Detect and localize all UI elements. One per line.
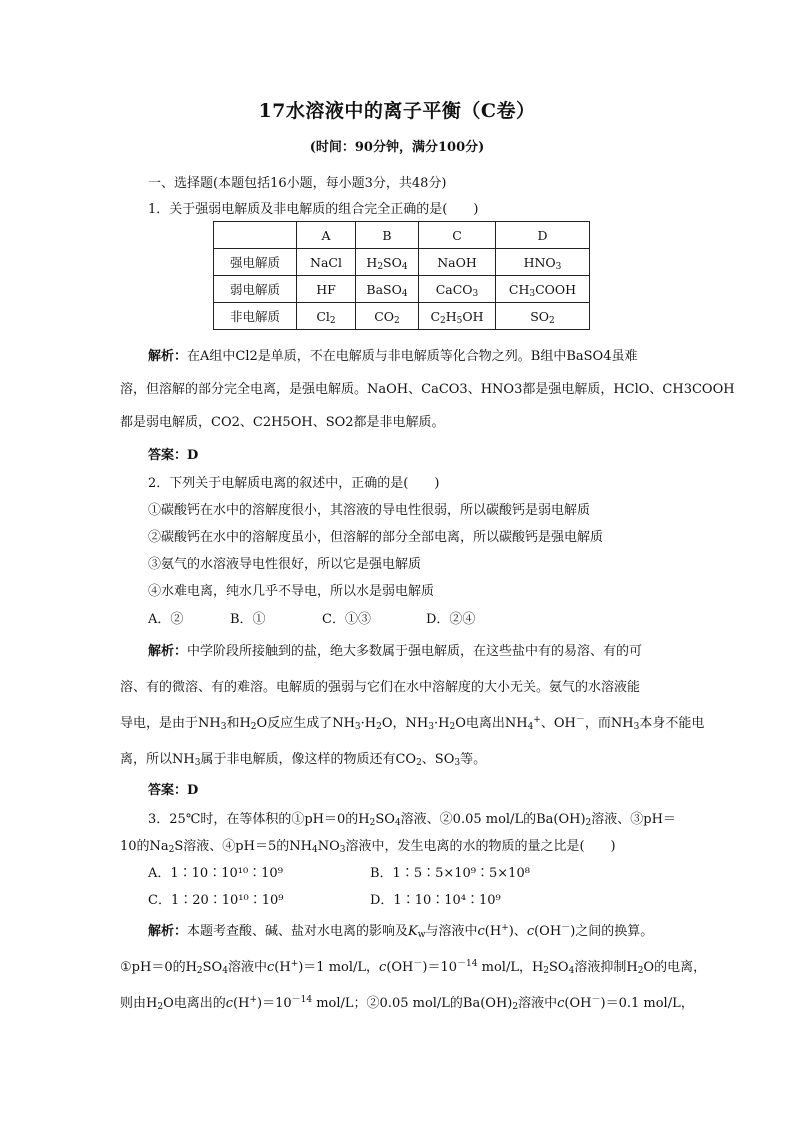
section-heading: 一、选择题(本题包括16小题，每小题3分，共48分) <box>148 176 447 191</box>
table-cell: $CO_2$ <box>356 303 419 330</box>
table-header-cell: D <box>496 222 590 249</box>
analysis-label: 解析： <box>148 924 188 939</box>
analysis-label: 解析： <box>148 349 188 364</box>
table-header-cell: C <box>419 222 496 249</box>
q1-analysis-line-3: 都是弱电解质，CO2、C2H5OH、SO2都是非电解质。 <box>120 415 445 430</box>
table-cell: $C_2H_5OH$ <box>419 303 496 330</box>
page-title: 17水溶液中的离子平衡（C卷） <box>258 100 536 122</box>
q3-analysis-line-2: ①pH＝0的$H_2SO_4$溶液中c(H+)＝1 mol/L，$c(OH^-)=10^{-14}$ mol/L，$H_2SO_4$溶液抑制$H_2O$的电离， <box>120 959 707 976</box>
table-cell: $H_2SO_4$ <box>356 249 419 276</box>
q2-answer: 答案：D <box>148 783 199 798</box>
table-cell: CaCO$_3$ <box>419 276 496 303</box>
choice-c: C．1∶20∶10¹⁰∶10⁹ <box>148 893 284 908</box>
q3-choices-row-2 <box>148 889 748 908</box>
q2-option: ②碳酸钙在水中的溶解度虽小，但溶解的部分全部电离，所以碳酸钙是强电解质 <box>148 530 604 545</box>
page-subtitle: (时间：90分钟，满分100分) <box>309 140 485 155</box>
choice-a: A．② <box>148 612 184 627</box>
table-cell: NaOH <box>419 249 496 276</box>
q2-analysis-line-4: 离，所以$NH_3$属于非电解质，像这样的物质还有$CO_2$、$SO_3$等。 <box>120 752 487 768</box>
q2-stem: 2．下列关于电解质电离的叙述中，正确的是( ) <box>148 476 440 491</box>
table-cell: $Cl_2$ <box>297 303 356 330</box>
row-label: 非电解质 <box>214 303 297 330</box>
q2-analysis-line-1 <box>148 640 642 659</box>
analysis-label: 解析： <box>148 644 188 659</box>
q3-stem-line-2: 10的$Na_2S$溶液、④pH＝5的$NH_4NO_3$溶液中，发生电离的水的物质的量之比是( ) <box>120 839 616 855</box>
table-cell: NaCl <box>297 249 356 276</box>
q3-stem-line-1: 3．25℃时，在等体积的①pH＝0的$H_2SO_4$溶液、②0.05 mol/L的$Ba(OH)_2$溶液、③pH＝ <box>148 812 676 828</box>
q2-analysis-line-2: 溶、有的微溶、有的难溶。电解质的强弱与它们在水中溶解度的大小无关。氨气的水溶液能 <box>120 680 641 695</box>
table-cell: $SO_2$ <box>496 303 590 330</box>
q1-answer: 答案：D <box>148 448 199 463</box>
q2-option: ③氨气的水溶液导电性很好，所以它是强电解质 <box>148 557 422 572</box>
table-row <box>214 303 590 330</box>
table-cell: $HNO_3$ <box>496 249 590 276</box>
analysis-text: 中学阶段所接触到的盐，绝大多数属于强电解质，在这些盐中有的易溶、有的可 <box>187 644 643 659</box>
table-cell: $CH_3COOH$ <box>496 276 590 303</box>
q2-option: ①碳酸钙在水中的溶解度很小，其溶液的导电性很弱，所以碳酸钙是弱电解质 <box>148 503 591 518</box>
q1-analysis-line-2: 溶，但溶解的部分完全电离，是强电解质。NaOH、CaCO3、HNO3都是强电解质，HClO、CH3COOH <box>120 382 735 397</box>
q1-analysis-line-1 <box>148 345 637 364</box>
table-row <box>214 249 590 276</box>
table-header-cell: B <box>356 222 419 249</box>
choice-b: B．① <box>230 612 266 627</box>
choice-c: C．①③ <box>322 612 371 627</box>
row-label: 弱电解质 <box>214 276 297 303</box>
table-cell: HF <box>297 276 356 303</box>
q3-choices-row-1 <box>148 862 748 881</box>
choice-d: D．②④ <box>426 612 476 627</box>
q2-option: ④水难电离，纯水几乎不导电，所以水是弱电解质 <box>148 584 435 599</box>
table-header-cell: A <box>297 222 356 249</box>
analysis-text: 在A组中Cl2是单质，不在电解质与非电解质等化合物之列。B组中BaSO4虽难 <box>187 349 638 364</box>
q3-analysis-line-1: 解析：本题考查酸、碱、盐对水电离的影响及$K_w$与溶液中c(H+)、c(OH－)之间的换算。 <box>148 923 654 940</box>
q2-choices <box>148 608 475 627</box>
table-row <box>214 276 590 303</box>
q2-analysis-line-3: 导电，是由于$NH_3$和$H_2O$反应生成了$NH_3\cdot H_2O$，$NH_3\cdot H_2O$电离出$NH_4^+$、OH－，而$NH_3$本身不能电 <box>120 715 705 732</box>
choice-b: B．1∶5∶5×10⁹∶5×10⁸ <box>370 866 530 881</box>
q1-stem: 1．关于强弱电解质及非电解质的组合完全正确的是( ) <box>148 202 479 217</box>
choice-a: A．1∶10∶10¹⁰∶10⁹ <box>148 866 283 881</box>
table-header-cell <box>214 222 297 249</box>
row-label: 强电解质 <box>214 249 297 276</box>
q3-analysis-line-3: 则由$H_2O$电离出的$c(H^+)=10^{-14}$ mol/L；②0.05 mol/L的$Ba(OH)_2$溶液中c(OH－)＝0.1 mol/L， <box>120 995 694 1012</box>
table-cell: BaSO$_4$ <box>356 276 419 303</box>
q1-table <box>213 221 590 330</box>
choice-d: D．1∶10∶10⁴∶10⁹ <box>370 893 501 908</box>
table-header-row <box>214 222 590 249</box>
